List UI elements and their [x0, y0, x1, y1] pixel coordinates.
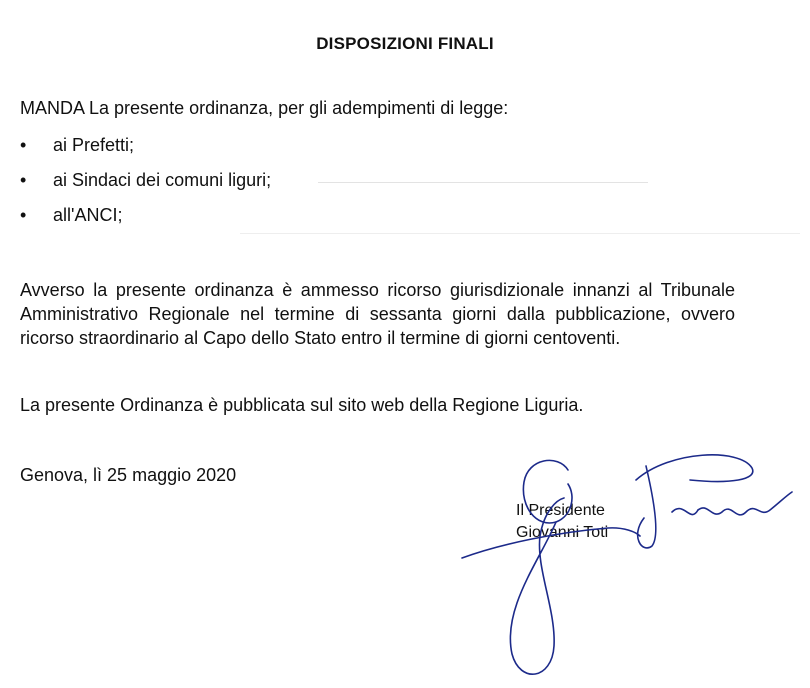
- scan-artifact-line: [318, 182, 648, 183]
- document-title: DISPOSIZIONI FINALI: [316, 34, 494, 53]
- bullet-icon: •: [20, 170, 27, 190]
- handwritten-signature: [440, 440, 810, 688]
- signatory-name: Giovanni Toti: [516, 524, 609, 541]
- manda-paragraph: MANDA La presente ordinanza, per gli adempimenti di legge:: [20, 98, 509, 118]
- list-item: [20, 168, 271, 203]
- list-item: [20, 133, 271, 168]
- bullet-icon: •: [20, 205, 27, 225]
- scan-artifact-line: [240, 233, 800, 234]
- recipients-list: [20, 133, 271, 238]
- list-item: [20, 203, 271, 238]
- bullet-icon: •: [20, 135, 27, 155]
- signatory-role: Il Presidente: [516, 502, 605, 519]
- recipient-sindaci: ai Sindaci dei comuni liguri;: [53, 170, 272, 190]
- recipient-anci: all'ANCI;: [53, 205, 123, 225]
- recipient-prefetti: ai Prefetti;: [53, 135, 135, 155]
- signature-block: [516, 500, 608, 544]
- appeal-paragraph: Avverso la presente ordinanza è ammesso ricorso giurisdizionale innanzi al Tribunale Amministrativo Regionale nel termine di sessanta giorni dalla pubblicazione, ovvero ricorso straordinario al Capo dello Stato entro il termine di giorni centoventi.: [20, 280, 735, 348]
- publication-paragraph: La presente Ordinanza è pubblicata sul sito web della Regione Liguria.: [20, 395, 584, 415]
- place-date: Genova, lì 25 maggio 2020: [20, 465, 237, 485]
